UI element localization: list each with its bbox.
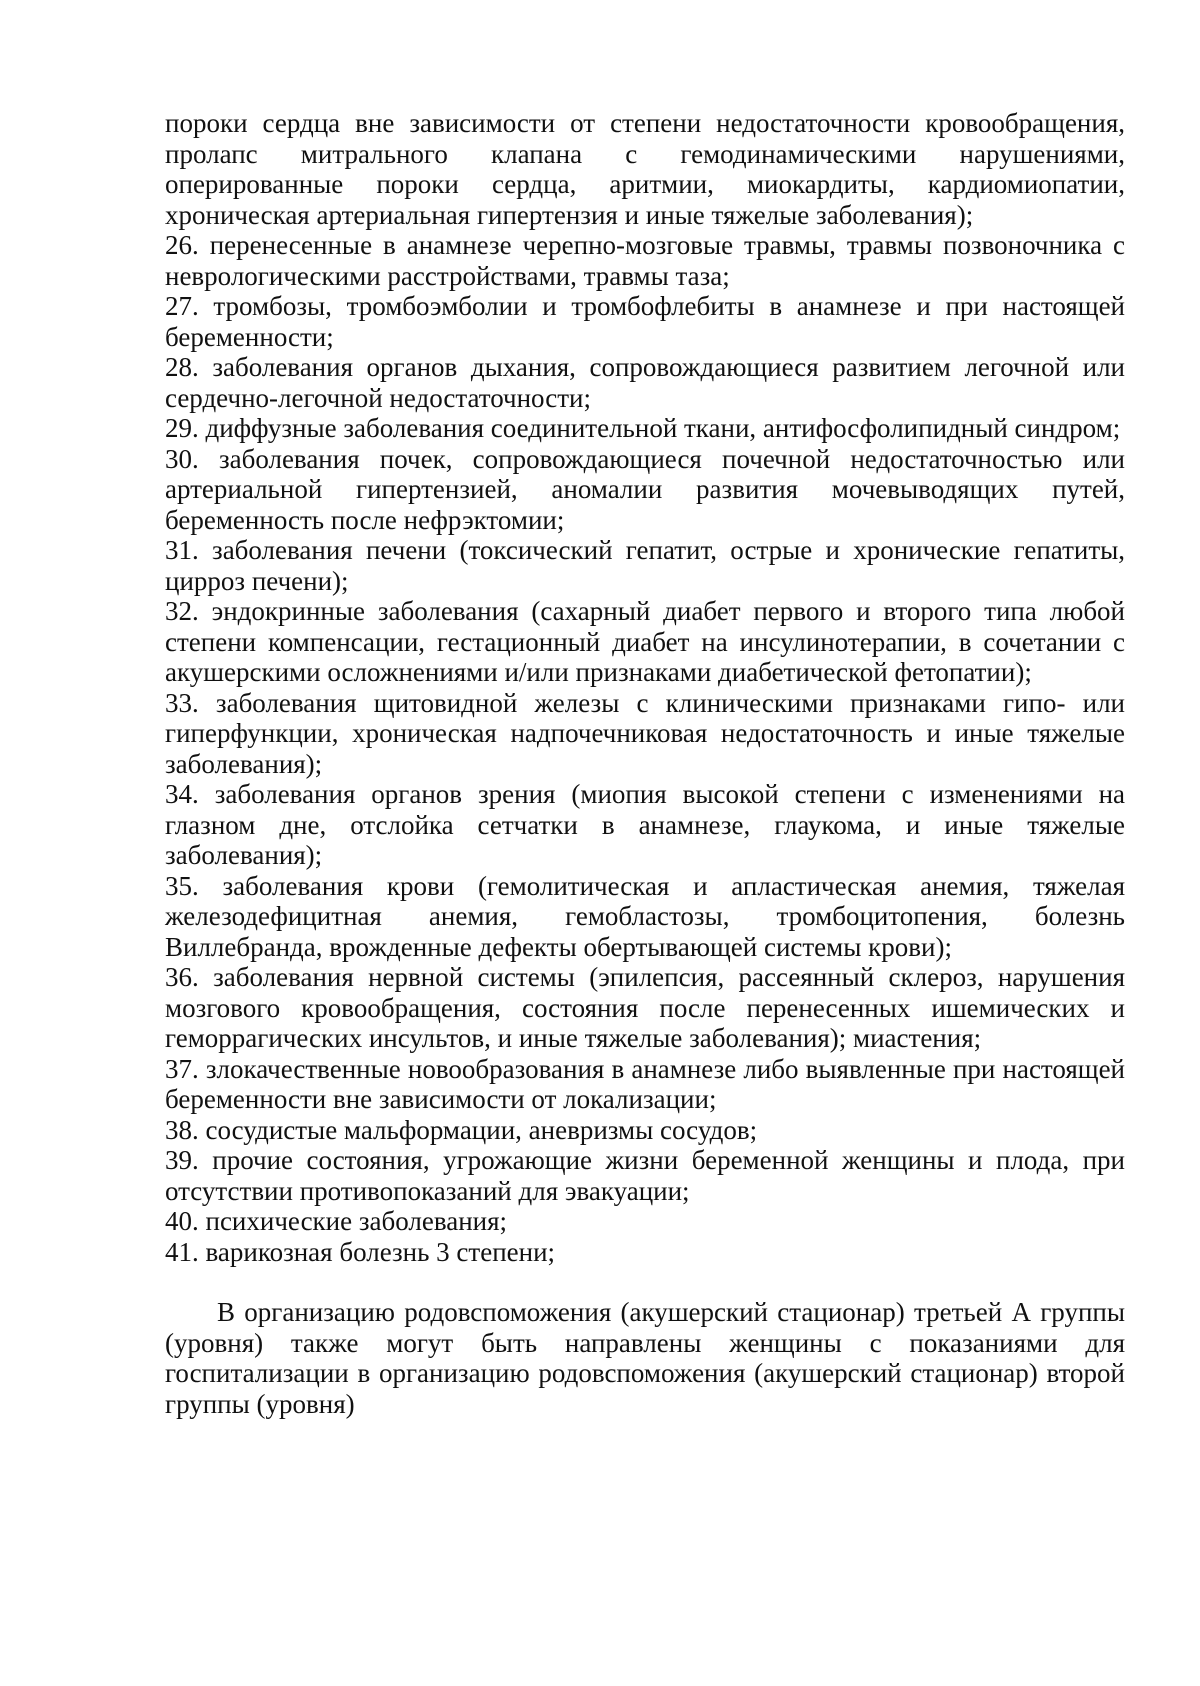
list-item-number: 40. [165,1206,199,1236]
list-item-number: 38. [165,1114,199,1145]
list-item-text: заболевания органов зрения (миопия высокой степени с изменениями на глазном дне, отслойка сетчатки в анамнезе, глаукома, и иные тяжелые заболевания); [165,779,1126,870]
list-item-number: 34. [165,779,199,809]
list-item [165,1145,1125,1206]
list-item-number: 29. [165,413,199,443]
list-item-number: 41. [165,1236,199,1267]
list-item-number: 35. [165,870,199,901]
list-item [165,413,1125,444]
list-item [165,779,1125,871]
list-item-number: 33. [165,687,199,718]
paragraph-spacer [165,1267,1125,1297]
list-item-text: варикозная болезнь 3 степени; [205,1236,556,1267]
list-item-text: заболевания печени (токсический гепатит, острые и хронические гепатиты, цирроз печени); [165,535,1126,596]
list-item-text: заболевания крови (гемолитическая и апластическая анемия, тяжелая железодефицитная анемия, гемобластозы, тромбоцитопения, болезнь Виллебранда, врожденные дефекты обертывающей системы крови); [165,870,1125,962]
list-item [165,230,1125,291]
closing-paragraph: В организацию родовспоможения (акушерский стационар) третьей А группы (уровня) также могут быть направлены женщины с показаниями для госпитализации в организацию родовспоможения (акушерский стационар) второй группы (уровня) [165,1297,1125,1419]
list-item [165,1237,1125,1268]
list-item-number: 36. [165,962,199,992]
list-item-text: заболевания щитовидной железы с клиническими признаками гипо- или гиперфункции, хроническая надпочечниковая недостаточность и иные тяжелые заболевания); [165,687,1125,779]
list-item-number: 39. [165,1145,199,1175]
list-item-text: злокачественные новообразования в анамнезе либо выявленные при настоящей беременности вне зависимости от локализации; [165,1053,1126,1114]
list-item-text: перенесенные в анамнезе черепно-мозговые травмы, травмы позвоночника с неврологическими расстройствами, травмы таза; [165,230,1126,291]
list-item [165,444,1125,536]
list-item [165,291,1125,352]
list-item [165,871,1125,963]
list-item [165,1054,1125,1115]
list-item-number: 30. [165,443,199,474]
list-item-text: сосудистые мальформации, аневризмы сосудов; [205,1114,758,1145]
document-body [165,108,1125,1419]
list-item [165,688,1125,780]
list-item-text: тромбозы, тромбоэмболии и тромбофлебиты в анамнезе и при настоящей беременности; [165,291,1126,352]
list-item-text: психические заболевания; [205,1206,508,1236]
list-item [165,108,1125,230]
list-item-text: заболевания органов дыхания, сопровождающиеся развитием легочной или сердечно-легочной недостаточности; [165,352,1126,413]
list-item-text: прочие состояния, угрожающие жизни беременной женщины и плода, при отсутствии противопоказаний для эвакуации; [165,1145,1126,1206]
list-item [165,1115,1125,1146]
list-item [165,535,1125,596]
list-item-text: заболевания почек, сопровождающиеся почечной недостаточностью или артериальной гипертензией, аномалии развития мочевыводящих путей, беременность после нефрэктомии; [165,443,1125,535]
list-item [165,352,1125,413]
list-item [165,962,1125,1054]
list-item-number: 32. [165,596,199,626]
list-item-number: 27. [165,291,199,321]
list-item-number: 28. [165,352,199,382]
list-item [165,596,1125,688]
list-item-number: 31. [165,535,199,565]
list-item-number: 37. [165,1053,199,1084]
list-item [165,1206,1125,1237]
list-item-text: диффузные заболевания соединительной ткани, антифосфолипидный синдром; [205,413,1121,443]
list-item-text: пороки сердца вне зависимости от степени недостаточности кровообращения, пролапс митрального клапана с гемодинамическими нарушениями, оперированные пороки сердца, аритмии, миокардиты, кардиомиопатии, хроническая артериальная гипертензия и иные тяжелые заболевания); [165,108,1125,230]
list-item-text: заболевания нервной системы (эпилепсия, рассеянный склероз, нарушения мозгового кровообращения, состояния после перенесенных ишемических и геморрагических инсультов, и иные тяжелые заболевания); миастения; [165,962,1125,1053]
list-item-number: 26. [165,230,199,260]
list-item-text: эндокринные заболевания (сахарный диабет первого и второго типа любой степени компенсации, гестационный диабет на инсулинотерапии, в сочетании с акушерскими осложнениями и/или признаками диабетической фетопатии); [165,596,1126,687]
